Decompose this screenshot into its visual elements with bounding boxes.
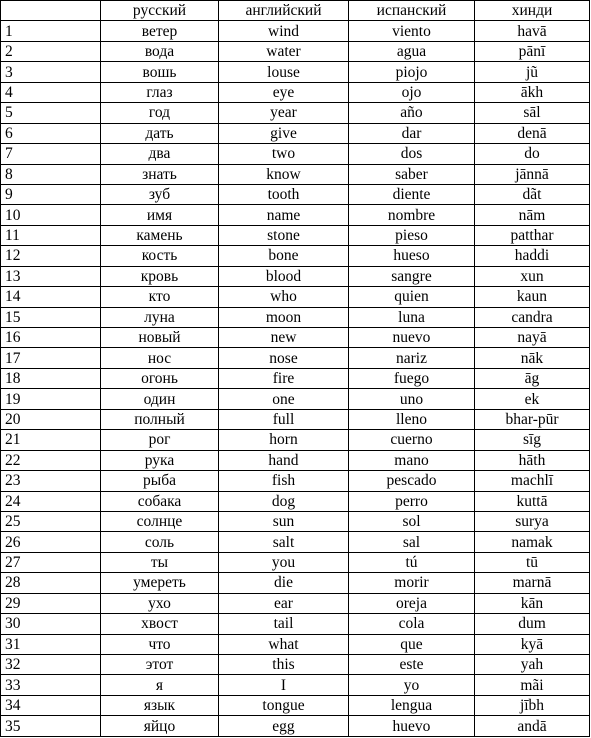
- cell-spanish: huevo: [349, 716, 475, 736]
- table-row: [1, 552, 590, 572]
- cell-russian: умереть: [101, 573, 219, 593]
- cell-russian: я: [101, 675, 219, 695]
- cell-hindi: haddi: [475, 246, 590, 266]
- cell-hindi: nayā: [475, 328, 590, 348]
- table-row: [1, 614, 590, 634]
- cell-hindi: jũ: [475, 62, 590, 82]
- table-row: [1, 246, 590, 266]
- cell-russian: кровь: [101, 266, 219, 286]
- table-row: [1, 266, 590, 286]
- cell-hindi: xun: [475, 266, 590, 286]
- cell-hindi: jībh: [475, 695, 590, 715]
- table-row: [1, 675, 590, 695]
- cell-english: new: [219, 328, 349, 348]
- cell-hindi: namak: [475, 532, 590, 552]
- cell-spanish: sol: [349, 511, 475, 531]
- cell-hindi: ek: [475, 389, 590, 409]
- cell-index: 27: [1, 552, 101, 572]
- cell-english: moon: [219, 307, 349, 327]
- cell-index: 26: [1, 532, 101, 552]
- cell-english: eye: [219, 82, 349, 102]
- cell-english: this: [219, 655, 349, 675]
- table-row: [1, 471, 590, 491]
- cell-english: what: [219, 634, 349, 654]
- cell-index: 34: [1, 695, 101, 715]
- cell-index: 31: [1, 634, 101, 654]
- cell-russian: солнце: [101, 511, 219, 531]
- cell-index: 1: [1, 21, 101, 41]
- cell-english: ear: [219, 593, 349, 613]
- cell-hindi: kān: [475, 593, 590, 613]
- cell-english: name: [219, 205, 349, 225]
- cell-russian: один: [101, 389, 219, 409]
- cell-index: 24: [1, 491, 101, 511]
- table-row: [1, 695, 590, 715]
- cell-spanish: pescado: [349, 471, 475, 491]
- cell-english: who: [219, 287, 349, 307]
- cell-russian: полный: [101, 409, 219, 429]
- table-row: [1, 225, 590, 245]
- cell-english: tail: [219, 614, 349, 634]
- cell-hindi: hāth: [475, 450, 590, 470]
- table-row: [1, 532, 590, 552]
- cell-spanish: saber: [349, 164, 475, 184]
- cell-hindi: nām: [475, 205, 590, 225]
- cell-index: 18: [1, 368, 101, 388]
- cell-spanish: fuego: [349, 368, 475, 388]
- cell-spanish: sal: [349, 532, 475, 552]
- cell-russian: рыба: [101, 471, 219, 491]
- cell-spanish: que: [349, 634, 475, 654]
- cell-spanish: piojo: [349, 62, 475, 82]
- cell-index: 3: [1, 62, 101, 82]
- cell-spanish: mano: [349, 450, 475, 470]
- cell-index: 21: [1, 430, 101, 450]
- cell-spanish: ojo: [349, 82, 475, 102]
- cell-spanish: viento: [349, 21, 475, 41]
- table-row: [1, 430, 590, 450]
- cell-hindi: surya: [475, 511, 590, 531]
- cell-index: 6: [1, 123, 101, 143]
- cell-spanish: perro: [349, 491, 475, 511]
- table-row: [1, 511, 590, 531]
- cell-spanish: quien: [349, 287, 475, 307]
- cell-index: 22: [1, 450, 101, 470]
- cell-spanish: pieso: [349, 225, 475, 245]
- cell-english: year: [219, 103, 349, 123]
- cell-english: one: [219, 389, 349, 409]
- cell-english: two: [219, 144, 349, 164]
- cell-spanish: agua: [349, 41, 475, 61]
- header-cell-index: [1, 1, 101, 21]
- cell-hindi: kyā: [475, 634, 590, 654]
- cell-index: 5: [1, 103, 101, 123]
- cell-english: horn: [219, 430, 349, 450]
- cell-russian: ветер: [101, 21, 219, 41]
- cell-hindi: havā: [475, 21, 590, 41]
- cell-russian: язык: [101, 695, 219, 715]
- cell-english: die: [219, 573, 349, 593]
- cell-russian: ты: [101, 552, 219, 572]
- cell-spanish: nariz: [349, 348, 475, 368]
- cell-english: fire: [219, 368, 349, 388]
- cell-russian: ухо: [101, 593, 219, 613]
- cell-russian: имя: [101, 205, 219, 225]
- table-row: [1, 205, 590, 225]
- cell-hindi: bhar-pūr: [475, 409, 590, 429]
- table-row: [1, 41, 590, 61]
- cell-english: you: [219, 552, 349, 572]
- cell-english: stone: [219, 225, 349, 245]
- cell-russian: камень: [101, 225, 219, 245]
- cell-index: 35: [1, 716, 101, 736]
- cell-index: 23: [1, 471, 101, 491]
- cell-index: 10: [1, 205, 101, 225]
- cell-spanish: nombre: [349, 205, 475, 225]
- cell-spanish: luna: [349, 307, 475, 327]
- cell-russian: что: [101, 634, 219, 654]
- table-row: [1, 593, 590, 613]
- cell-hindi: patthar: [475, 225, 590, 245]
- cell-russian: соль: [101, 532, 219, 552]
- cell-english: dog: [219, 491, 349, 511]
- cell-english: I: [219, 675, 349, 695]
- table-row: [1, 184, 590, 204]
- cell-russian: глаз: [101, 82, 219, 102]
- cell-hindi: yah: [475, 655, 590, 675]
- cell-hindi: sāl: [475, 103, 590, 123]
- cell-english: hand: [219, 450, 349, 470]
- table-row: [1, 82, 590, 102]
- table-row: [1, 450, 590, 470]
- cell-russian: нос: [101, 348, 219, 368]
- cell-hindi: kuttā: [475, 491, 590, 511]
- cell-hindi: jānnā: [475, 164, 590, 184]
- cell-index: 2: [1, 41, 101, 61]
- cell-russian: собака: [101, 491, 219, 511]
- cell-russian: огонь: [101, 368, 219, 388]
- cell-english: know: [219, 164, 349, 184]
- cell-hindi: pānī: [475, 41, 590, 61]
- cell-index: 14: [1, 287, 101, 307]
- cell-english: wind: [219, 21, 349, 41]
- table-row: [1, 21, 590, 41]
- table-row: [1, 491, 590, 511]
- cell-spanish: año: [349, 103, 475, 123]
- table-row: [1, 62, 590, 82]
- cell-spanish: lleno: [349, 409, 475, 429]
- cell-english: nose: [219, 348, 349, 368]
- table-row: [1, 573, 590, 593]
- cell-hindi: āg: [475, 368, 590, 388]
- cell-index: 17: [1, 348, 101, 368]
- cell-russian: кость: [101, 246, 219, 266]
- table-row: [1, 716, 590, 736]
- cell-hindi: kaun: [475, 287, 590, 307]
- cell-russian: этот: [101, 655, 219, 675]
- cell-index: 25: [1, 511, 101, 531]
- cell-english: give: [219, 123, 349, 143]
- cell-spanish: este: [349, 655, 475, 675]
- cell-russian: хвост: [101, 614, 219, 634]
- cell-spanish: yo: [349, 675, 475, 695]
- cell-index: 19: [1, 389, 101, 409]
- cell-russian: яйцо: [101, 716, 219, 736]
- cell-spanish: tú: [349, 552, 475, 572]
- cell-index: 13: [1, 266, 101, 286]
- cell-english: salt: [219, 532, 349, 552]
- cell-hindi: marnā: [475, 573, 590, 593]
- cell-hindi: tū: [475, 552, 590, 572]
- cell-russian: зуб: [101, 184, 219, 204]
- table-row: [1, 103, 590, 123]
- cell-russian: вода: [101, 41, 219, 61]
- cell-russian: луна: [101, 307, 219, 327]
- cell-english: fish: [219, 471, 349, 491]
- cell-index: 33: [1, 675, 101, 695]
- cell-spanish: hueso: [349, 246, 475, 266]
- cell-russian: кто: [101, 287, 219, 307]
- cell-index: 32: [1, 655, 101, 675]
- table-body: [1, 21, 590, 736]
- cell-index: 28: [1, 573, 101, 593]
- cell-hindi: dum: [475, 614, 590, 634]
- cell-english: water: [219, 41, 349, 61]
- cell-hindi: candra: [475, 307, 590, 327]
- cell-russian: рог: [101, 430, 219, 450]
- cell-hindi: dãt: [475, 184, 590, 204]
- header-cell-russian: русский: [101, 1, 219, 21]
- table-row: [1, 368, 590, 388]
- table-row: [1, 307, 590, 327]
- cell-english: tongue: [219, 695, 349, 715]
- cell-russian: рука: [101, 450, 219, 470]
- header-row: [1, 1, 590, 21]
- table-row: [1, 328, 590, 348]
- cell-russian: дать: [101, 123, 219, 143]
- table-row: [1, 409, 590, 429]
- table-row: [1, 144, 590, 164]
- cell-index: 16: [1, 328, 101, 348]
- cell-spanish: dar: [349, 123, 475, 143]
- cell-hindi: sīg: [475, 430, 590, 450]
- cell-english: tooth: [219, 184, 349, 204]
- cell-index: 9: [1, 184, 101, 204]
- cell-spanish: oreja: [349, 593, 475, 613]
- cell-index: 4: [1, 82, 101, 102]
- table-row: [1, 123, 590, 143]
- table-row: [1, 287, 590, 307]
- cell-spanish: sangre: [349, 266, 475, 286]
- cell-spanish: diente: [349, 184, 475, 204]
- cell-spanish: cuerno: [349, 430, 475, 450]
- cell-index: 29: [1, 593, 101, 613]
- cell-russian: год: [101, 103, 219, 123]
- cell-english: full: [219, 409, 349, 429]
- cell-english: louse: [219, 62, 349, 82]
- header-cell-english: английский: [219, 1, 349, 21]
- cell-english: blood: [219, 266, 349, 286]
- cell-english: bone: [219, 246, 349, 266]
- header-cell-hindi: хинди: [475, 1, 590, 21]
- cell-spanish: lengua: [349, 695, 475, 715]
- cell-hindi: mãi: [475, 675, 590, 695]
- cell-spanish: morir: [349, 573, 475, 593]
- cell-russian: два: [101, 144, 219, 164]
- header-cell-spanish: испанский: [349, 1, 475, 21]
- table-row: [1, 164, 590, 184]
- cell-english: egg: [219, 716, 349, 736]
- cell-spanish: uno: [349, 389, 475, 409]
- cell-russian: вошь: [101, 62, 219, 82]
- cell-russian: новый: [101, 328, 219, 348]
- cell-hindi: nāk: [475, 348, 590, 368]
- cell-index: 8: [1, 164, 101, 184]
- table-row: [1, 634, 590, 654]
- table-row: [1, 389, 590, 409]
- cell-english: sun: [219, 511, 349, 531]
- cell-spanish: cola: [349, 614, 475, 634]
- cell-index: 15: [1, 307, 101, 327]
- cell-hindi: denā: [475, 123, 590, 143]
- table-row: [1, 655, 590, 675]
- cell-spanish: nuevo: [349, 328, 475, 348]
- cell-spanish: dos: [349, 144, 475, 164]
- cell-index: 11: [1, 225, 101, 245]
- table-row: [1, 348, 590, 368]
- cell-hindi: machlī: [475, 471, 590, 491]
- cell-russian: знать: [101, 164, 219, 184]
- cell-index: 30: [1, 614, 101, 634]
- cell-hindi: do: [475, 144, 590, 164]
- cell-index: 12: [1, 246, 101, 266]
- cell-hindi: ākh: [475, 82, 590, 102]
- cell-index: 7: [1, 144, 101, 164]
- cell-index: 20: [1, 409, 101, 429]
- cell-hindi: andā: [475, 716, 590, 736]
